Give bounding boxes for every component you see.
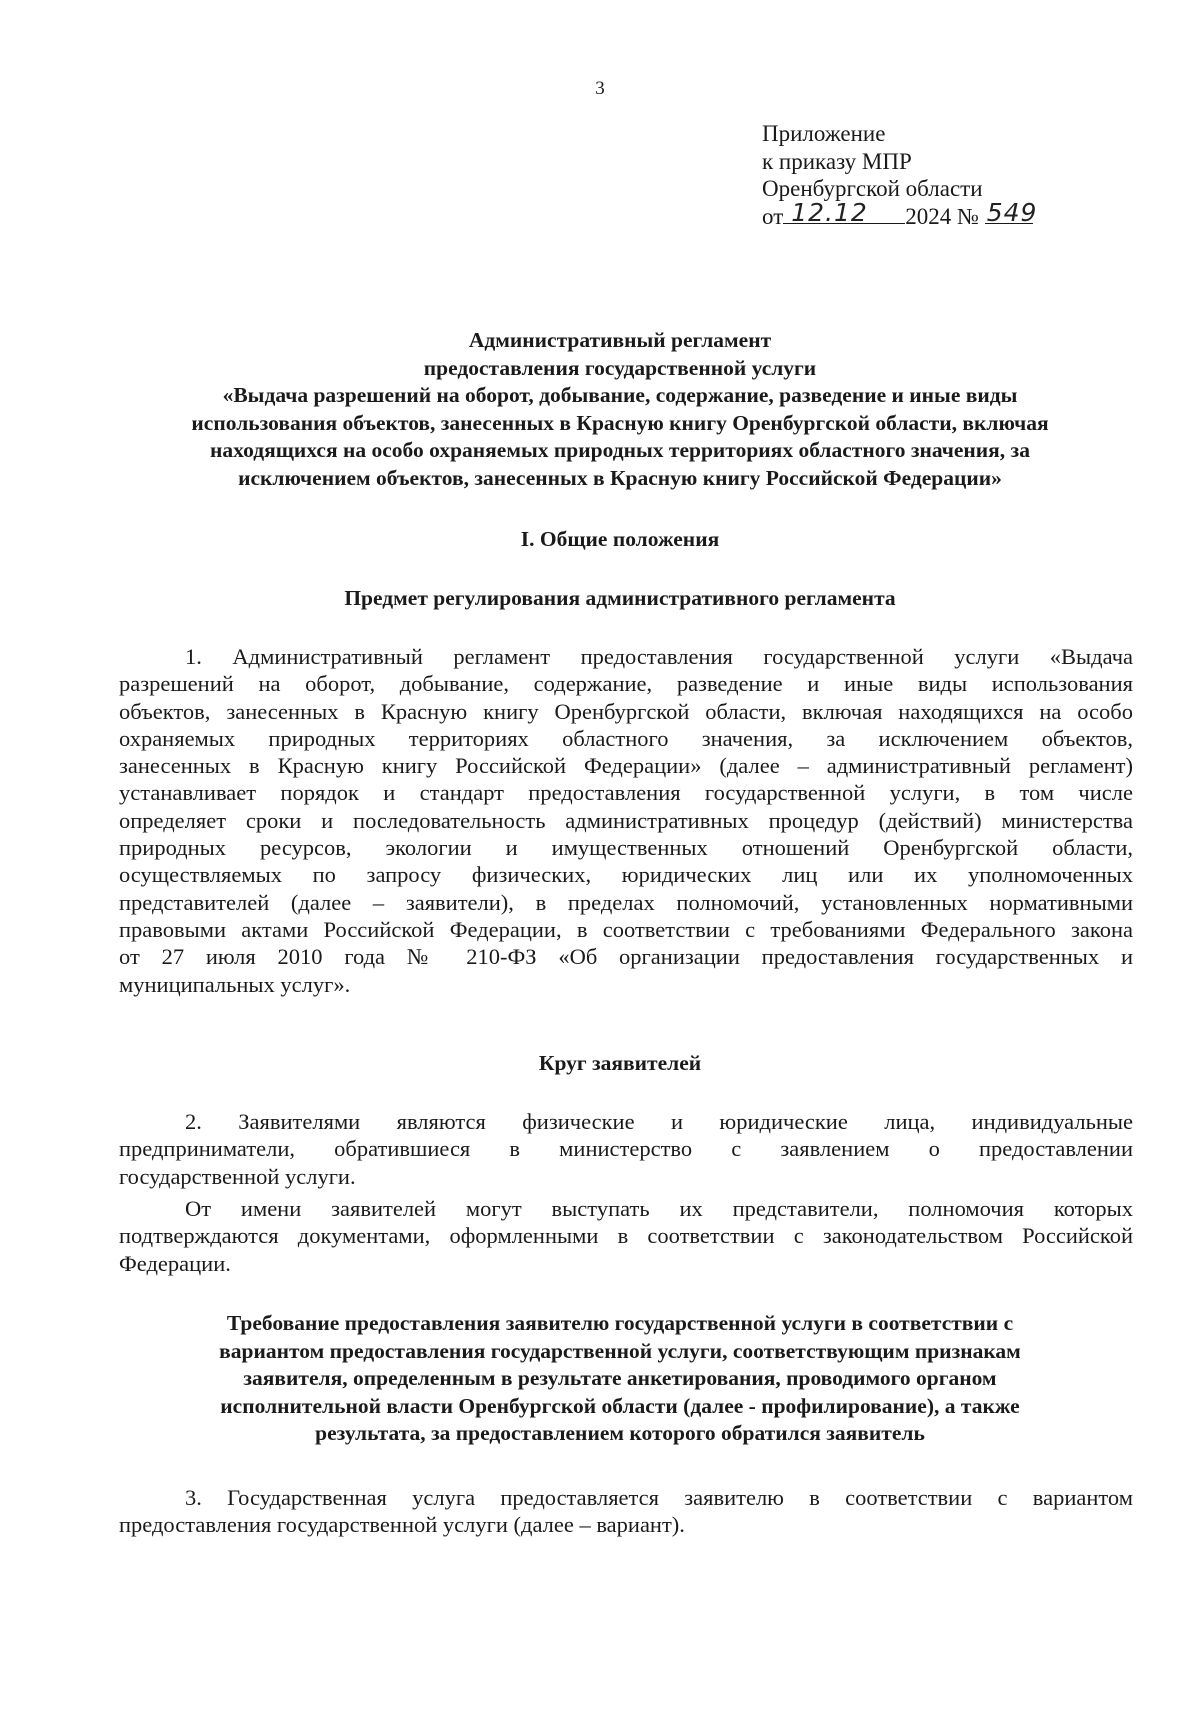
appendix-region: Оренбургской области bbox=[762, 176, 983, 201]
title-line: «Выдача разрешений на оборот, добывание, содержание, разведение и иные виды bbox=[222, 383, 1018, 407]
paragraph-1-line: природных ресурсов, экологии и имущественных отношений Оренбургской области, bbox=[119, 835, 1133, 861]
paragraph-2b-line: подтверждаются документами, оформленными в соответствии с законодательством Российской bbox=[119, 1223, 1133, 1249]
paragraph-1-line: осуществляемых по запросу физических, юридических лиц или их уполномоченных bbox=[119, 862, 1133, 888]
paragraph-1-line: 1. Административный регламент предоставления государственной услуги «Выдача bbox=[185, 644, 1133, 669]
paragraph-1-line: охраняемых природных территориях областного значения, за исключением объектов, bbox=[119, 725, 1133, 751]
date-field bbox=[783, 197, 905, 227]
heading-requirement bbox=[120, 1310, 1120, 1448]
title-line: использования объектов, занесенных в Красную книгу Оренбургской области, включая bbox=[191, 410, 1049, 435]
subheading-regulation-subject: Предмет регулирования административного регламента bbox=[344, 586, 896, 610]
paragraph-3-line: предоставления государственной услуги (далее – вариант). bbox=[119, 1512, 685, 1538]
paragraph-1-line: правовыми актами Российской Федерации, в соответствии с требованиями Федерального закона bbox=[119, 916, 1133, 942]
paragraph-2 bbox=[119, 1108, 1133, 1190]
handwritten-order-number: 549 bbox=[986, 197, 1038, 227]
appendix-date-line bbox=[762, 197, 1038, 231]
appendix-block bbox=[762, 120, 1038, 230]
section-heading-general: I. Общие положения bbox=[520, 527, 720, 551]
date-prefix: от bbox=[762, 203, 784, 229]
requirement-heading-line: Требование предоставления заявителю государственной услуги в соответствии с bbox=[226, 1311, 1014, 1335]
heading-applicants: Круг заявителей bbox=[538, 1051, 702, 1075]
paragraph-2b-line: Федерации. bbox=[119, 1250, 231, 1276]
paragraph-2-representatives bbox=[119, 1195, 1133, 1277]
title-line: предоставления государственной услуги bbox=[423, 355, 817, 380]
order-year: 2024 № bbox=[905, 203, 979, 229]
requirement-heading-line: заявителя, определенным в результате анкетирования, проводимого органом bbox=[243, 1366, 997, 1390]
paragraph-2-line: 2. Заявителями являются физические и юридические лица, индивидуальные bbox=[185, 1109, 1133, 1134]
paragraph-1-line: устанавливает порядок и стандарт предоставления государственной услуги, в том числе bbox=[119, 780, 1133, 806]
appendix-title: Приложение bbox=[762, 121, 886, 146]
paragraph-3 bbox=[119, 1484, 1133, 1539]
title-line: Административный регламент bbox=[468, 328, 772, 352]
title-line: находящихся на особо охраняемых природных территориях областного значения, за bbox=[210, 438, 1030, 462]
paragraph-1-line: от 27 июля 2010 года № 210-ФЗ «Об организации предоставления государственных и bbox=[119, 944, 1133, 970]
paragraph-1-line: определяет сроки и последовательность административных процедур (действий) министерства bbox=[119, 807, 1133, 833]
document-title bbox=[120, 327, 1120, 492]
handwritten-date: 12.12 bbox=[791, 197, 868, 227]
title-line: исключением объектов, занесенных в Красную книгу Российской Федерации» bbox=[238, 465, 1002, 490]
requirement-heading-line: исполнительной власти Оренбургской области (далее - профилирование), а также bbox=[220, 1393, 1020, 1418]
paragraph-2-line: государственной услуги. bbox=[119, 1163, 356, 1189]
paragraph-1 bbox=[119, 643, 1133, 998]
paragraph-1-line: муниципальных услуг». bbox=[119, 971, 351, 997]
requirement-heading-line: результата, за предоставлением которого обратился заявитель bbox=[315, 1421, 925, 1445]
paragraph-2b-line: От имени заявителей могут выступать их представители, полномочия которых bbox=[185, 1196, 1133, 1221]
paragraph-1-line: занесенных в Красную книгу Российской Федерации» (далее – административный регламент) bbox=[119, 753, 1133, 779]
paragraph-3-line: 3. Государственная услуга предоставляется заявителю в соответствии с вариантом bbox=[185, 1485, 1133, 1510]
paragraph-2-line: предприниматели, обратившиеся в министерство с заявлением о предоставлении bbox=[119, 1136, 1133, 1162]
paragraph-1-line: разрешений на оборот, добывание, содержание, разведение и иные виды использования bbox=[119, 671, 1133, 697]
appendix-order-ref: к приказу МПР bbox=[762, 148, 912, 174]
paragraph-1-line: представителей (далее – заявители), в пределах полномочий, установленных нормативными bbox=[119, 889, 1133, 915]
paragraph-1-line: объектов, занесенных в Красную книгу Оренбургской области, включая находящихся на особо bbox=[119, 698, 1133, 724]
order-number-field bbox=[985, 197, 1038, 227]
requirement-heading-line: вариантом предоставления государственной услуги, соответствующим признакам bbox=[219, 1338, 1021, 1363]
page-number: 3 bbox=[595, 78, 605, 99]
